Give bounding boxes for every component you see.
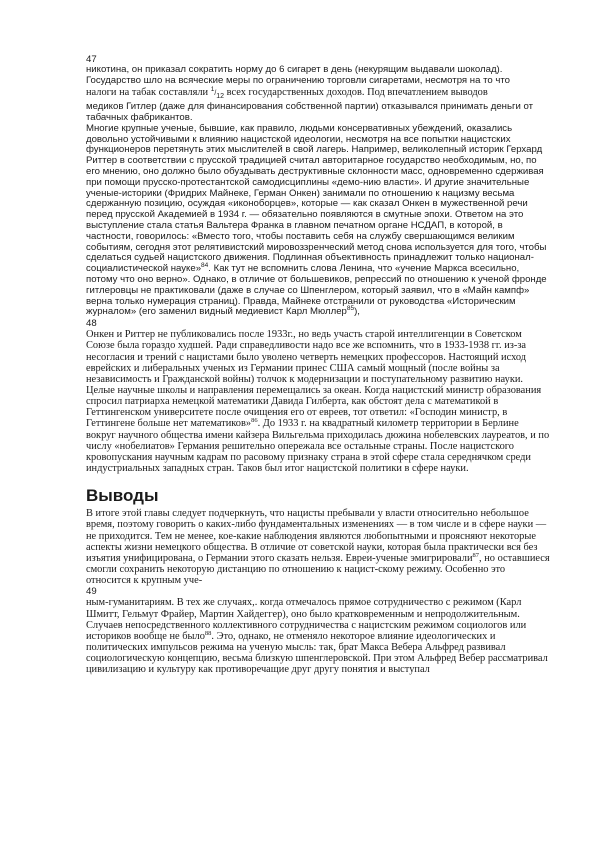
page-number-47: 47 [86,54,97,65]
footnote-ref-84: 84 [201,262,209,270]
line-1: никотина, он приказал сократить норму до 6 сигарет в день (некурящим выдавали шоколад). [86,64,503,75]
page-number-48: 48 [86,318,97,330]
line-3: налоги на табак составляли $^1/_{12}$ всех государственных доходов. Под впечатлением выводов [86,85,488,100]
page-number-49: 49 [86,586,97,598]
document-page [86,54,550,675]
line-3-start: налоги на табак составляли [86,86,211,98]
line-2: Государство шло на всяческие меры по ограничению торговли сигаретами, несмотря на то что [86,74,510,86]
footnote-ref-85: 85 [346,305,355,313]
paragraph-conclusions: В итоге этой главы следует подчеркнуть, что нацисты пребывали у власти относительно небольшое время, поэтому говорить о каких-либо фундаментальных изменениях — в том числе и в сфере науки — не приходится. Тем не менее, кое-какие наблюдения являются любопытными и проясняют некоторые аспекты жизни немецкого общества. В отличие от советской науки, которая была практически вся без изъятия унифицирована, о Германии этого сказать нельзя. Евреи-ученые эмигрировали$^{87}$, но оставшиеся смогли сохранить некоторую дистанцию по отношению к нацист-скому режиму. Особенно это относится к крупным уче- [86,508,550,587]
fraction-denominator: 12 [216,92,225,100]
line-4: медиков Гитлер (даже для финансирования собственной партии) отказывался принимать деньги от табачных фабрикантов. [86,101,534,124]
paragraph-scholars: Многие крупные ученые, бывшие, как правило, людьми консервативных убеждений, оказались довольно устойчивыми к влиянию нацистской идеологии, несмотря на все попытки нацистских функционеров перетянуть этих мыслителей в свой лагерь. Например, великолепный историк Герхард Риттер в соответствии с прусской традицией считал авторитарное государство необходимым, но, по его мнению, оно должно было обуздывать деструктивные склонности масс, одновременно сдерживая при помощи прусско-протестантской самодисциплины «демо-нию власти». И другие значительные ученые-историки (Фридрих Майнеке, Герман Онкен) занимали по отношению к нацизму весьма сдержанную позицию, осуждая «иконоборцев», которые — как сказал Онкен в мужественной речи перед прусской Академией в 1934 г. — обязательно появляются в смутные эпохи. Ответом на это выступление стала статья Вальтера Франка в главном печатном органе НСДАП, в которой, в частности, говорилось: «Вместо того, чтобы поставить себя на службу свершающимся великим событиям, сегодня этот релятивистский мировоззренческий метод снова используется для того, чтобы сделаться судьей нацистского движения. Подлинная объективность принадлежит только национал-социалистической науке»$^{84}$. Как тут не вспомнить слова Ленина, что «учение Маркса всесильно, потому что оно верно». Однако, в отличие от большевиков, репрессий по отношению к ученой фронде гитлеровцы не практиковали (даже в случае со Шпенглером, который заявил, что в «Майн кампф» верна только нумерация страниц). Правда, Майнеке отстранили от руководства «Историческим журналом» (его заменил видный медиевист Карл Мюллер$^{85}$), [86,122,547,318]
line-3-end: всех государственных доходов. Под впечатлением выводов [224,86,488,98]
footnote-ref-88: 88 [204,629,212,637]
footnote-ref-86: 86 [251,417,258,425]
section-heading: Выводы [86,486,159,506]
footnote-ref-87: 87 [472,551,480,559]
paragraph-humanities: ным-гуманитариям. В тех же случаях,. когда отмечалось прямое сотрудничество с режимом (Карл Шмитт, Гельмут Фрайер, Мартин Хайдеггер), оно было кратковременным и непродолжительным. Случаев непосредственного коллективного сотрудничества с нацистским режимом социологов или историков вообще не было$^{88}$. Это, однако, не отменяло некоторое влияние идеологических и политических импульсов режима на ученую мысль: так, брат Макса Вебера Альфред развивал социологическую концепцию, весьма близкую шпенглеровской. При этом Альфред Вебер рассматривал цивилизацию и культуру как противоречащие друг другу понятия и выступал [86,597,548,676]
fraction-numerator: 1 [210,85,215,93]
paragraph-tobacco [86,65,550,124]
paragraph-emigration: Онкен и Риттер не публиковались после 1933г., но ведь участь старой интеллигенции в Советском Союзе была гораздо худшей. Ради справедливости надо все же вспомнить, что в 1933-1938 гг. из-за несогласия и трений с нацистами было уволено четверть немецких профессоров. Настоящий исход еврейских и либеральных ученых из Германии принес США самый мощный (после войны за независимость и Гражданской войны) толчок к модернизации и поступательному развитию науки. Целые научные школы и направления перемещались за океан. Когда нацистский министр образования спросил патриарха немецкой математики Давида Гилберта, как обстоят дела с математикой в Геттингенском университете после очищения его от евреев, тот ответил: «Господин министр, в Геттингене больше нет математиков»$^{86}$. До 1933 г. на квадратный километр территории в Берлине вокруг научного общества имени кайзера Вильгельма приходилась дюжина нобелевских лауреатов, и по числу «нобелиатов» Германия решительно опережала все остальные страны. После нацистского кровопускания научным кадрам по расовому признаку страна в этой сфере стала середнячком среди индустриальных западных стран. Таков был итог нацистской политики в сфере науки. [86,329,550,475]
